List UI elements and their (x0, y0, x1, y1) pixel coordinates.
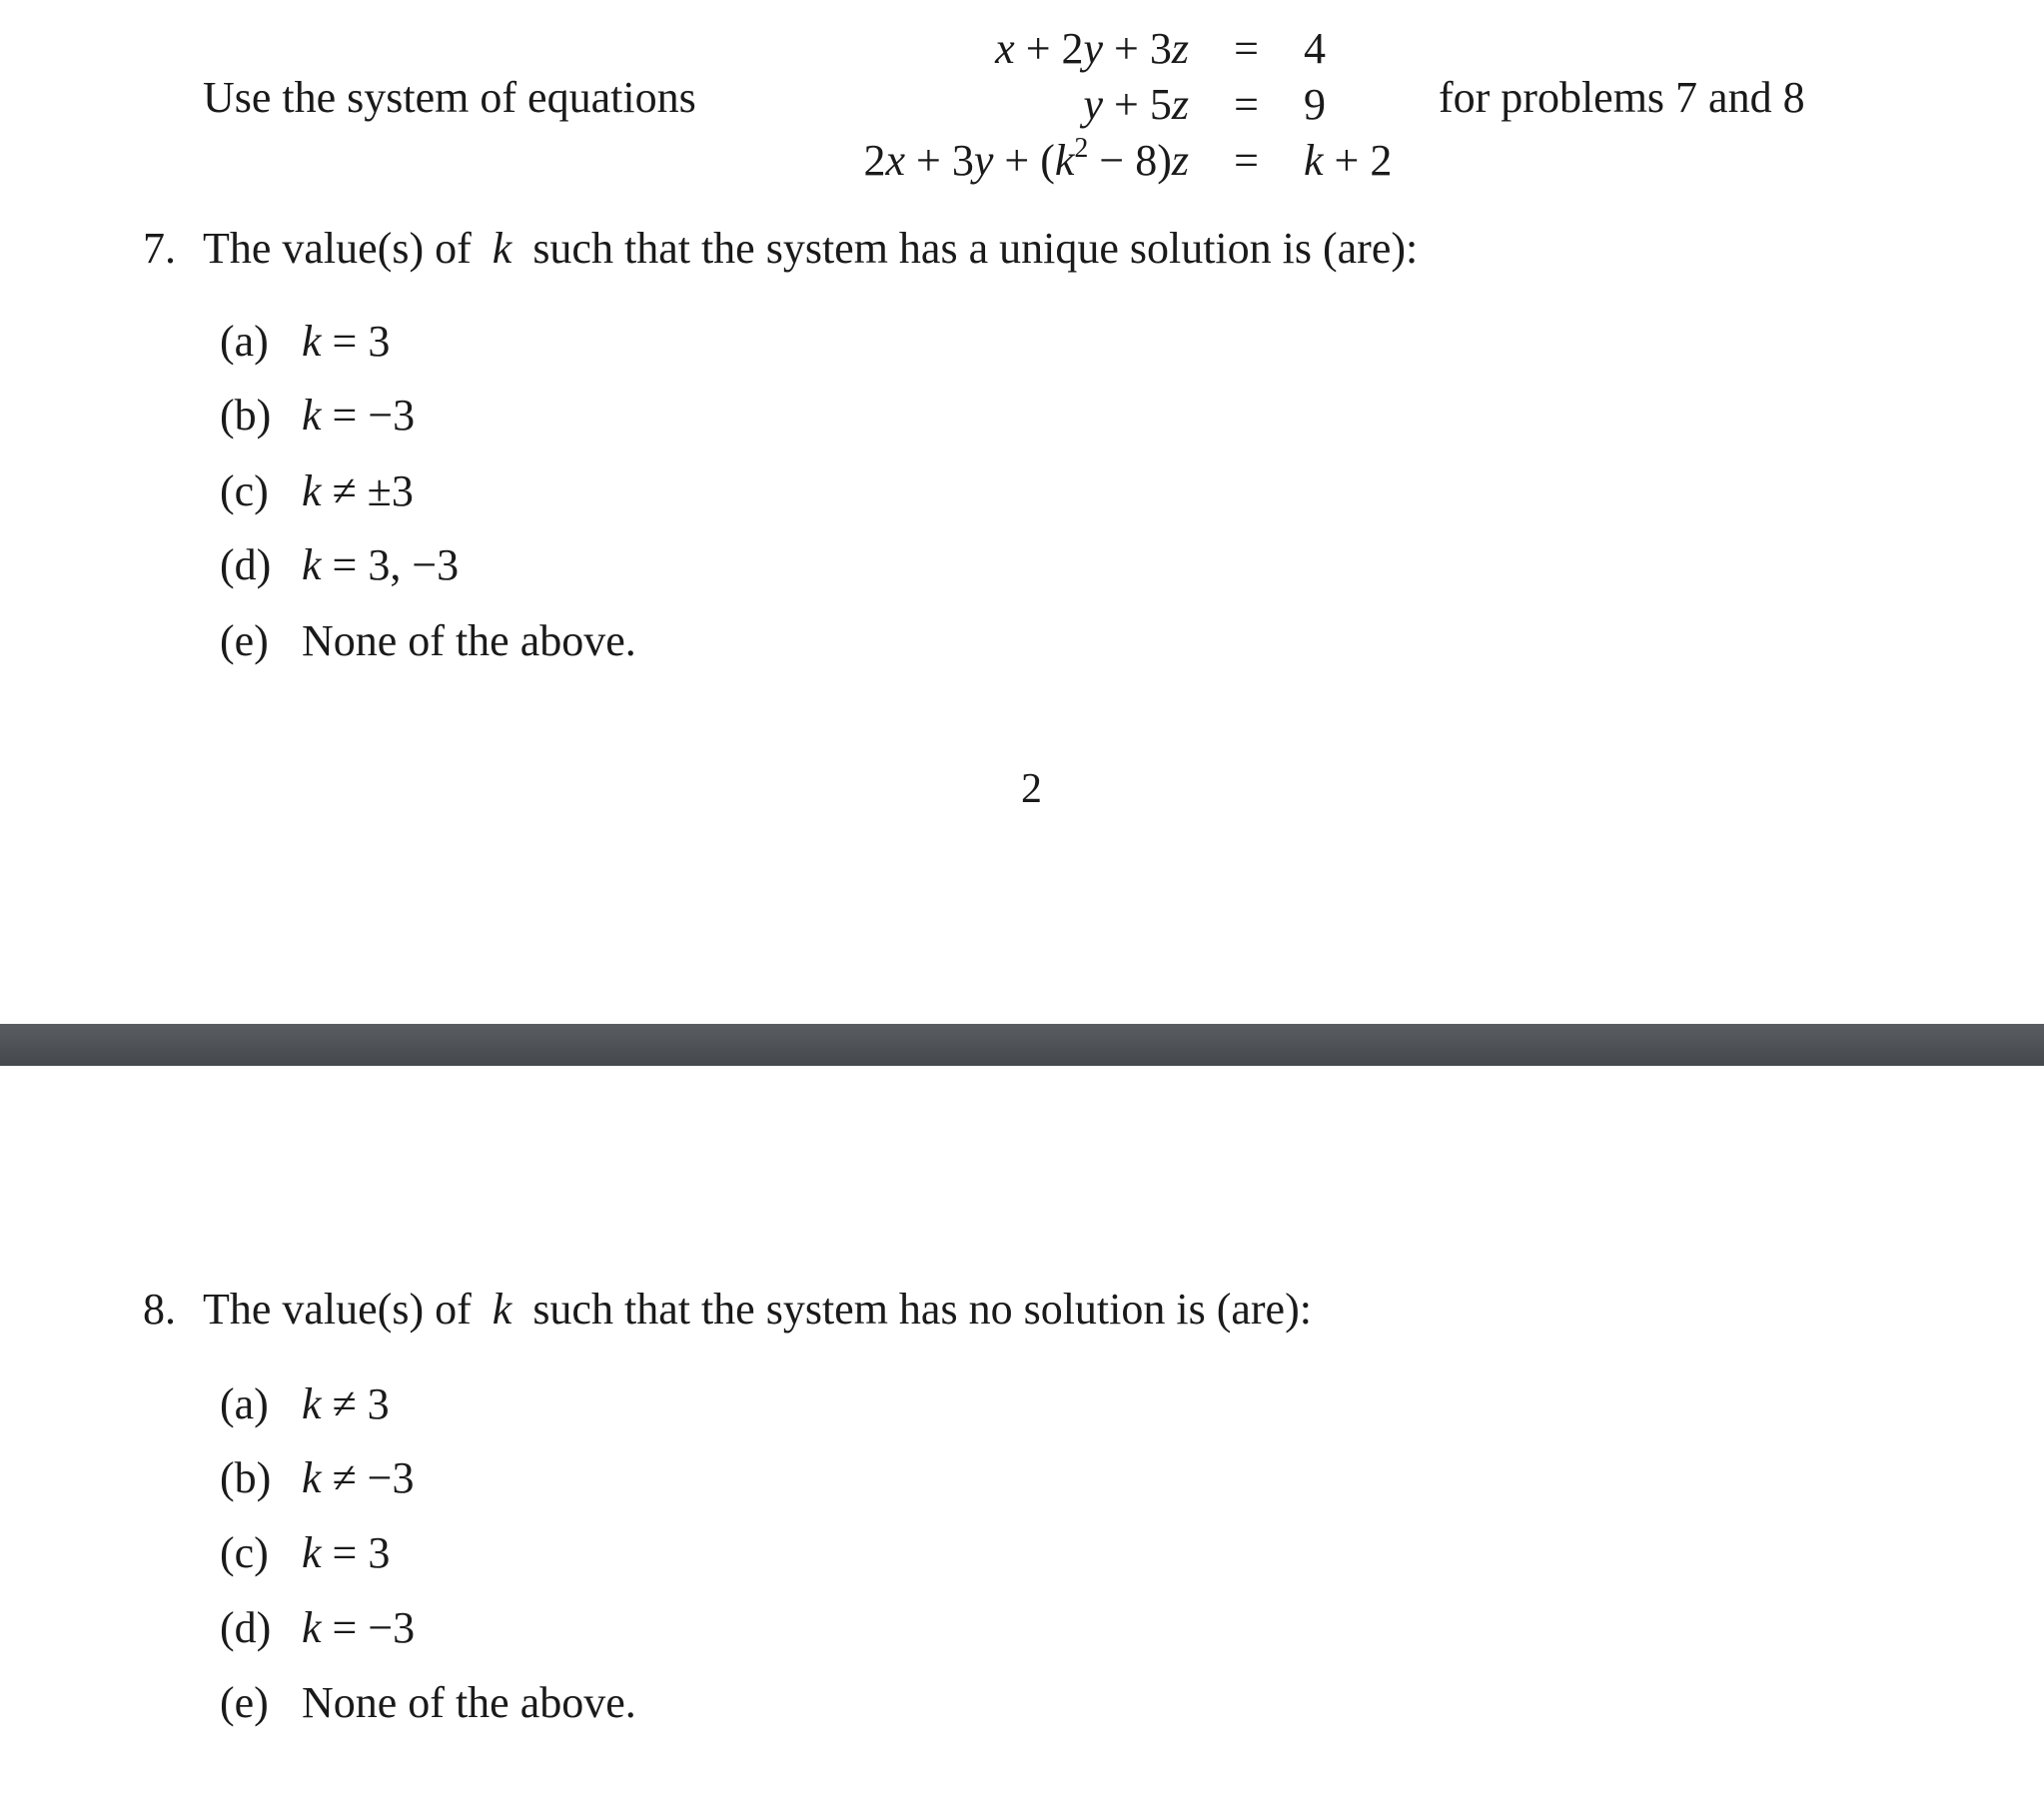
question-7-variable: k (492, 224, 512, 273)
equation-1-rhs: 4 (1304, 23, 1326, 73)
question-7-text-before: The value(s) of (203, 224, 472, 273)
q8-option-b-label: (b) (220, 1453, 272, 1502)
q8-option-e-value: None of the above. (302, 1678, 636, 1727)
question-8-variable: k (492, 1285, 512, 1334)
q7-option-e-label: (e) (220, 616, 269, 665)
q7-option-c-value: k ≠ ±3 (302, 466, 414, 515)
system-intro-text: Use the system of equations (203, 73, 696, 122)
q7-option-e-value: None of the above. (302, 616, 636, 665)
equation-1-lhs: x + 2y + 3z (995, 23, 1189, 73)
question-8-number: 8. (143, 1285, 176, 1334)
equation-2-relation: = (1234, 79, 1259, 129)
question-7-text-after: such that the system has a unique solution is (are): (532, 224, 1419, 273)
equation-2-rhs: 9 (1304, 79, 1326, 129)
q7-option-d-value: k = 3, −3 (302, 540, 460, 589)
equation-1-relation: = (1234, 23, 1259, 73)
question-8-text-before: The value(s) of (203, 1285, 472, 1334)
q8-option-b-value: k ≠ −3 (302, 1453, 415, 1502)
q7-option-d-label: (d) (220, 540, 272, 589)
q8-option-d-value: k = −3 (302, 1603, 416, 1652)
equation-3-lhs: $2x + 3y + (k^2 - 8)z$ (863, 132, 1189, 185)
q8-option-c-label: (c) (220, 1528, 269, 1577)
equation-3-rhs: k + 2 (1304, 135, 1393, 185)
system-problems-note: for problems 7 and 8 (1439, 73, 1805, 122)
equation-system (789, 20, 1464, 188)
q7-option-a-label: (a) (220, 317, 269, 366)
q8-option-a-label: (a) (220, 1379, 269, 1428)
question-7-number: 7. (143, 224, 176, 273)
document-page-bottom (0, 1066, 2044, 1803)
q7-option-c-label: (c) (220, 466, 269, 515)
equation-row-3 (789, 132, 1464, 188)
page-separator (0, 1024, 2044, 1066)
equation-row-1 (789, 20, 1464, 76)
question-8-text-after: such that the system has no solution is (are): (532, 1285, 1312, 1334)
question-7-prompt (203, 224, 1419, 273)
equation-3-relation: = (1234, 135, 1259, 185)
q7-option-b-label: (b) (220, 391, 272, 440)
q7-option-b-value: k = −3 (302, 391, 416, 440)
q8-option-c-value: k = 3 (302, 1528, 391, 1577)
equation-row-2 (789, 76, 1464, 132)
q8-option-d-label: (d) (220, 1603, 272, 1652)
q8-option-a-value: k ≠ 3 (302, 1379, 390, 1428)
q7-option-a-value: k = 3 (302, 317, 391, 366)
q8-option-e-label: (e) (220, 1678, 269, 1727)
equation-2-lhs: y + 5z (1083, 79, 1189, 129)
question-8-prompt (203, 1285, 1312, 1334)
page-number: 2 (1021, 766, 1042, 812)
